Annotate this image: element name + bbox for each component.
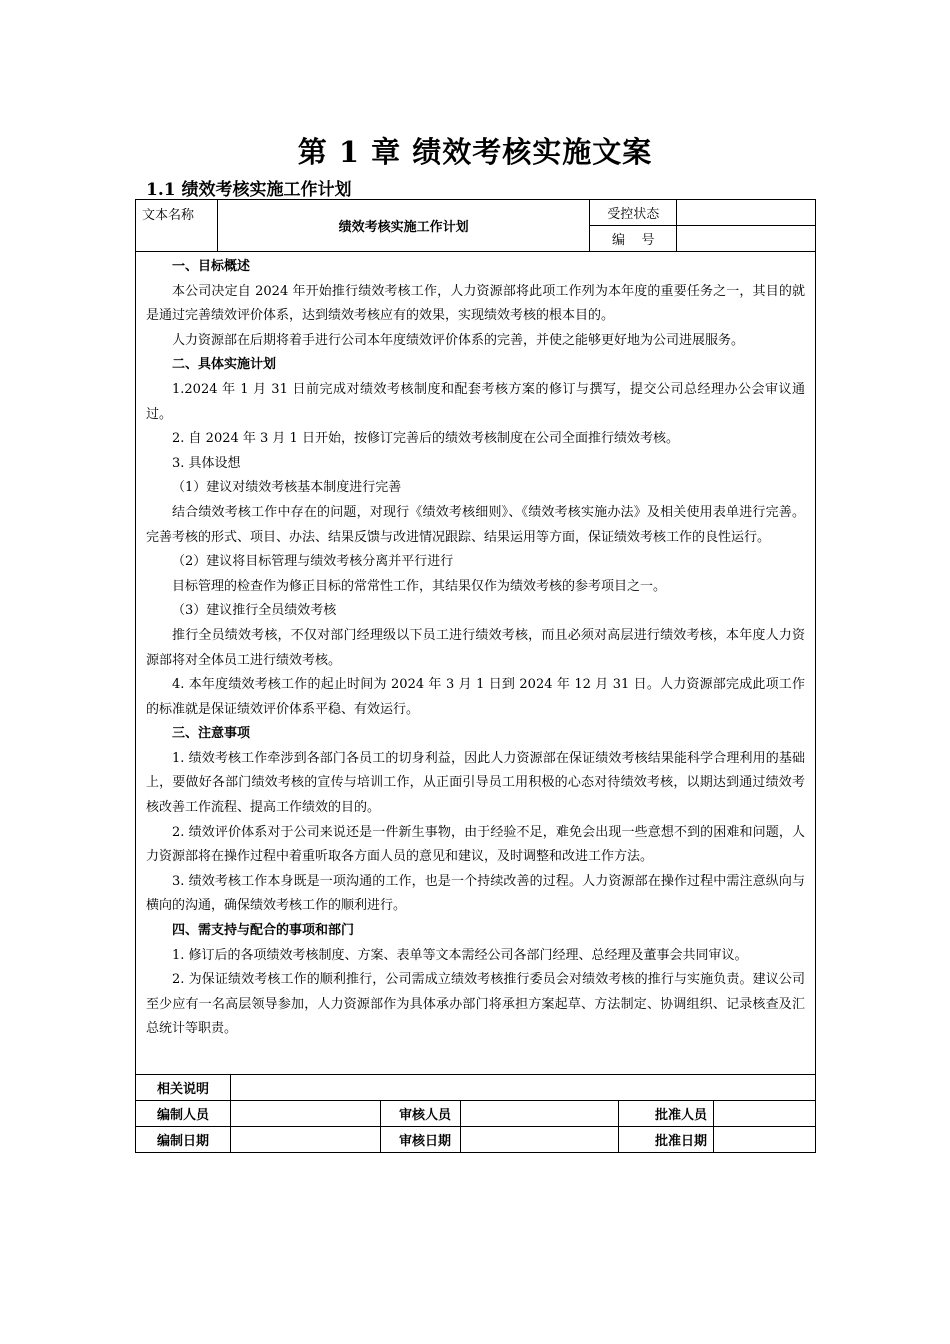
doc-name-value: 绩效考核实施工作计划 bbox=[217, 200, 589, 252]
approved-by-label: 批准人员 bbox=[619, 1101, 714, 1127]
reviewed-date-value bbox=[461, 1127, 619, 1153]
number-label: 编 号 bbox=[590, 226, 677, 252]
paragraph: 2. 绩效评价体系对于公司来说还是一件新生事物，由于经验不足，难免会出现一些意想不到的困难和问题，人力资源部将在操作过程中着重听取各方面人员的意见和建议，及时调整和改进工作方法。 bbox=[146, 824, 805, 865]
document-header-table bbox=[135, 199, 816, 252]
prepared-by-value bbox=[231, 1101, 381, 1127]
paragraph: 1. 修订后的各项绩效考核制度、方案、表单等文本需经公司各部门经理、总经理及董事会共同审议。 bbox=[172, 947, 748, 963]
paragraph: 2. 为保证绩效考核工作的顺利推行，公司需成立绩效考核推行委员会对绩效考核的推行与实施负责。建议公司至少应有一名高层领导参加，人力资源部作为具体承办部门将承担方案起草、方法制定、协调组织、记录核查及汇总统计等职责。 bbox=[146, 972, 805, 1037]
paragraph: （1）建议对绩效考核基本制度进行完善 bbox=[172, 480, 402, 496]
section-heading: 一、目标概述 bbox=[172, 259, 251, 274]
reviewed-date-label: 审核日期 bbox=[381, 1127, 461, 1153]
paragraph: 目标管理的检查作为修正目标的常常性工作，其结果仅作为绩效考核的参考项目之一。 bbox=[172, 578, 667, 594]
paragraph: （2）建议将目标管理与绩效考核分离并平行进行 bbox=[172, 554, 454, 570]
prepared-by-label: 编制人员 bbox=[136, 1101, 231, 1127]
section-heading: 三、注意事项 bbox=[172, 726, 251, 742]
paragraph: 本公司决定自 2024 年开始推行绩效考核工作，人力资源部将此项工作列为本年度的重要任务之一，其目的就是通过完善绩效评价体系，达到绩效考核应有的效果，实现绩效考核的根本目的。 bbox=[146, 283, 805, 324]
paragraph: 1. 绩效考核工作牵涉到各部门各员工的切身利益，因此人力资源部在保证绩效考核结果能科学合理利用的基础上，要做好各部门绩效考核的宣传与培训工作，从正面引导员工用积极的心态对待绩效考核，以期达到通过绩效考核改善工作流程、提高工作绩效的目的。 bbox=[146, 750, 805, 816]
paragraph: 人力资源部在后期将着手进行公司本年度绩效评价体系的完善，并使之能够更好地为公司进展服务。 bbox=[172, 332, 745, 348]
control-status-label: 受控状态 bbox=[590, 200, 677, 226]
related-notes-label: 相关说明 bbox=[136, 1075, 231, 1101]
section-title: 1.1 绩效考核实施工作计划 bbox=[146, 180, 352, 200]
prepared-date-label: 编制日期 bbox=[136, 1127, 231, 1153]
paragraph: 3. 具体设想 bbox=[172, 455, 241, 471]
number-value bbox=[677, 226, 816, 252]
chapter-title: 第 1 章 绩效考核实施文案 bbox=[297, 135, 653, 169]
section-heading: 二、具体实施计划 bbox=[172, 357, 277, 373]
section-heading: 四、需支持与配合的事项和部门 bbox=[172, 923, 355, 939]
paragraph: （3）建议推行全员绩效考核 bbox=[172, 603, 337, 619]
doc-name-label: 文本名称 bbox=[136, 200, 218, 252]
paragraph: 推行全员绩效考核，不仅对部门经理级以下员工进行绩效考核，而且必须对高层进行绩效考核，本年度人力资源部将对全体员工进行绩效考核。 bbox=[146, 627, 805, 668]
prepared-date-value bbox=[231, 1127, 381, 1153]
paragraph: 结合绩效考核工作中存在的问题，对现行《绩效考核细则》、《绩效考核实施办法》及相关使用表单进行完善。完善考核的形式、项目、办法、结果反馈与改进情况跟踪、结果运用等方面，保证绩效考核工作的良性运行。 bbox=[146, 504, 805, 545]
related-notes-value bbox=[231, 1075, 816, 1101]
approved-date-label: 批准日期 bbox=[619, 1127, 714, 1153]
paragraph: 3. 绩效考核工作本身既是一项沟通的工作，也是一个持续改善的过程。人力资源部在操作过程中需注意纵向与横向的沟通，确保绩效考核工作的顺利进行。 bbox=[146, 873, 805, 914]
approved-by-value bbox=[714, 1101, 816, 1127]
paragraph: 2. 自 2024 年 3 月 1 日开始，按修订完善后的绩效考核制度在公司全面推行绩效考核。 bbox=[172, 431, 679, 447]
reviewed-by-label: 审核人员 bbox=[381, 1101, 461, 1127]
paragraph: 1.2024 年 1 月 31 日前完成对绩效考核制度和配套考核方案的修订与撰写，提交公司总经理办公会审议通过。 bbox=[146, 381, 805, 422]
reviewed-by-value bbox=[461, 1101, 619, 1127]
paragraph: 4. 本年度绩效考核工作的起止时间为 2024 年 3 月 1 日到 2024 年 12 月 31 日。人力资源部完成此项工作的标准就是保证绩效评价体系平稳、有效运行。 bbox=[146, 677, 805, 717]
plan-content bbox=[135, 251, 816, 1075]
approved-date-value bbox=[714, 1127, 816, 1153]
control-status-value bbox=[677, 200, 816, 226]
approval-table bbox=[135, 1074, 816, 1153]
